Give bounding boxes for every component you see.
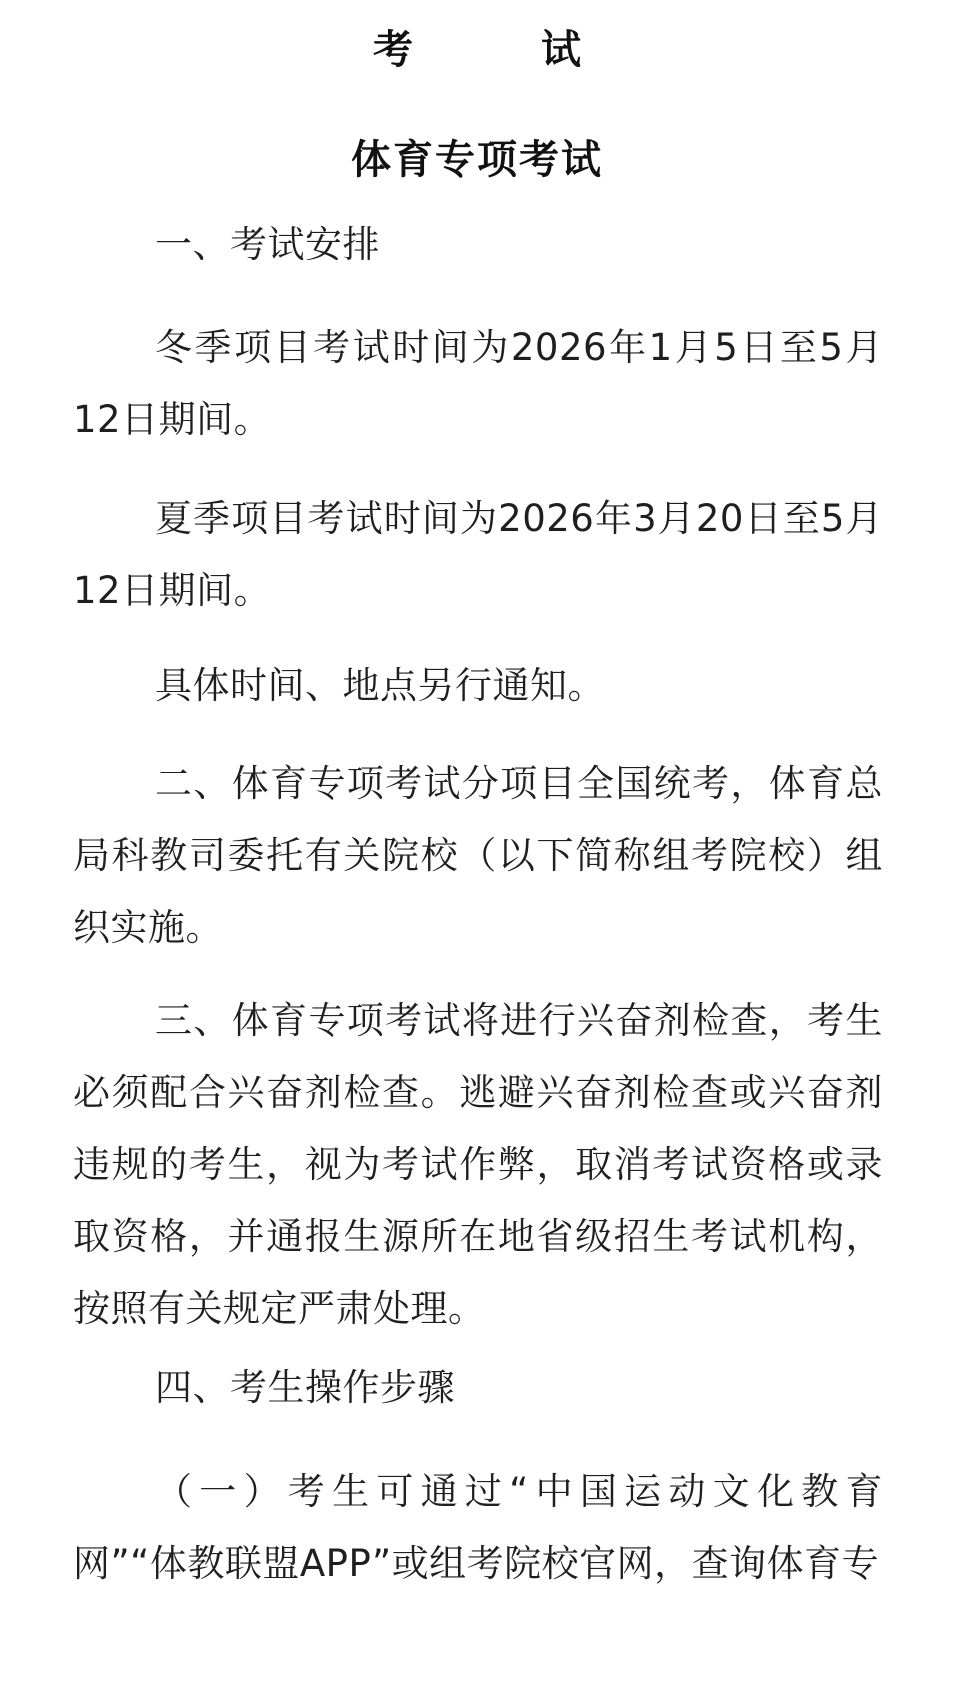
section-title: 体育专项考试 bbox=[351, 137, 603, 183]
heading-candidate-steps: 四、考生操作步骤 bbox=[155, 1366, 455, 1409]
paragraph-national-exam: 二、体育专项考试分项目全国统考，体育总局科教司委托有关院校（以下简称组考院校）组织实施。 bbox=[73, 762, 883, 949]
paragraph-doping-check: 三、体育专项考试将进行兴奋剂检查，考生必须配合兴奋剂检查。逃避兴奋剂检查或兴奋剂违规的考生，视为考试作弊，取消考试资格或录取资格，并通报生源所在地省级招生考试机构，按照有关规定严肃处理。 bbox=[73, 999, 883, 1330]
paragraph-summer-schedule: 夏季项目考试时间为2026年3月20日至5月12日期间。 bbox=[73, 497, 883, 612]
paragraph-winter-schedule: 冬季项目考试时间为2026年1月5日至5月12日期间。 bbox=[73, 326, 883, 441]
heading-exam-arrangement: 一、考试安排 bbox=[155, 223, 380, 266]
chapter-title: 考 试 bbox=[373, 27, 625, 73]
paragraph-step-one: （一）考生可通过“中国运动文化教育网”“体教联盟APP”或组考院校官网，查询体育专 bbox=[73, 1470, 883, 1585]
paragraph-notice: 具体时间、地点另行通知。 bbox=[155, 664, 605, 707]
